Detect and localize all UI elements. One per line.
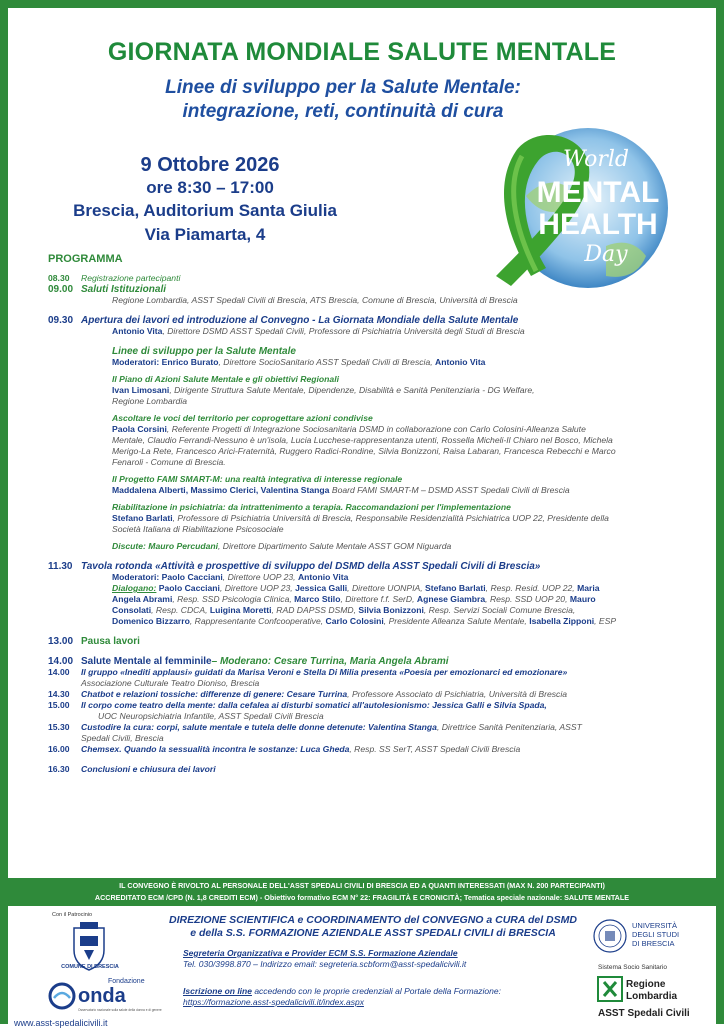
row-sub: Associazione Culturale Teatro Dioniso, Brescia	[81, 678, 260, 688]
website-link[interactable]: www.asst-spedalicivili.it	[14, 1018, 108, 1028]
regione-lombardia-logo	[598, 976, 688, 1002]
logo-word-2: MENTAL	[536, 176, 660, 209]
program-row: 14.00 Salute Mentale al femminile – Moderano: Cesare Turrina, Maria Angela Abrami	[48, 656, 449, 667]
subtitle-line-1: Linee di sviluppo per la Salute Mentale:	[165, 77, 521, 98]
discussant: Discute: Mauro Percudani, Direttore Dipartimento Salute Mentale ASST GOM Niguarda	[112, 541, 452, 551]
row-text: Apertura dei lavori ed introduzione al Convegno - La Giornata Mondiale della Salute Mentale	[81, 315, 519, 326]
secretariat	[183, 948, 583, 970]
talk-speaker-cont: Mentale, Claudio Ferrandi-Nessuno è un'isola, Lucia Lucchese-rappresentanza utenti, Rossella Micheli-Il Chiaro nel Bosco, Michela	[112, 435, 613, 445]
round-table-speakers: Consolati, Resp. CDCA, Luigina Moretti, RAD DAPSS DSMD, Silvia Bonizzoni, Resp. Servizi Sociali Comune Brescia,	[112, 605, 576, 615]
talk-title: Il Piano di Azioni Salute Mentale e gli obiettivi Regionali	[112, 374, 339, 384]
talk-speaker-cont: Fenaroli - Comune di Brescia.	[112, 457, 226, 467]
program-heading: PROGRAMMA	[48, 253, 123, 265]
program-row	[48, 700, 678, 711]
row-sub: UOC Neuropsichiatria Infantile, ASST Spedali Civili Brescia	[98, 711, 324, 721]
row-sub: Spedali Civili, Brescia	[81, 733, 164, 743]
talk-title: Ascoltare le voci del territorio per coprogettare azioni condivise	[112, 413, 373, 423]
onda-wordmark: onda	[78, 985, 126, 1007]
banner-line-2: ACCREDITATO ECM /CPD (N. 1,8 CREDITI ECM) - Obiettivo formativo ECM N° 22: FRAGILITÀ E CRONICITÀ; Tematica speciale nazionale: SALUTE MENTALE	[94, 893, 630, 902]
registration-link[interactable]: https://formazione.asst-spedalicivili.it/index.aspx	[183, 997, 364, 1007]
row-text: Salute Mentale al femminile	[81, 656, 212, 667]
event-date: 9 Ottobre 2026	[140, 154, 280, 176]
row-time: 14.00	[48, 656, 74, 667]
talk-title: Il Progetto FAMI SMART-M: una realtà integrativa di interesse regionale	[112, 474, 403, 484]
row-text: Pausa lavori	[81, 636, 140, 647]
program-row	[48, 764, 678, 775]
row-time: 15.30	[48, 722, 70, 732]
row-text: Conclusioni e chiusura dei lavori	[81, 764, 216, 774]
logo-word-1: World	[563, 147, 629, 172]
talk-title: Riabilitazione in psichiatria: da intrattenimento a terapia. Raccomandazioni per l'implementazione	[112, 502, 511, 512]
subtitle-line-2: integrazione, reti, continuità di cura	[182, 101, 504, 122]
row-time: 13.00	[48, 636, 74, 647]
row-sub: Regione Lombardia, ASST Spedali Civili di Brescia, ATS Brescia, Comune di Brescia, Università di Brescia	[112, 295, 518, 305]
row-text: Il gruppo «Inediti applausi» guidati da Marisa Veroni e Stella Di Milia presenta «Poesia per emozionarci ed emozionare»	[81, 667, 568, 677]
talk-speaker-cont: Merigo-La Rete, Francesco Arici-Fraternità, Ruggero Radici-Rondine, Silvia Bonizzoni, Raisa Labaran, Francesca Rebecchi e Marco	[112, 446, 616, 456]
secretariat-contacts: Tel. 030/3998.870 – Indirizzo email: segreteria.scbform@asst-spedalicivili.it	[183, 959, 467, 969]
row-time: 16.00	[48, 744, 70, 754]
event-time: ore 8:30 – 17:00	[146, 178, 274, 197]
talk-speaker-cont: Società Italiana di Riabilitazione Psicosociale	[112, 524, 284, 534]
row-text: Tavola rotonda «Attività e prospettive di sviluppo del DSMD della ASST Spedali Civili di Brescia»	[81, 561, 541, 572]
program-row	[48, 284, 678, 295]
row-text: Registrazione partecipanti	[81, 273, 181, 283]
row-time: 16.30	[48, 764, 70, 774]
program	[48, 273, 678, 775]
row-sub: Antonio Vita, Direttore DSMD ASST Spedali Civili, Professore di Psichiatria Università degli Studi di Brescia	[112, 326, 525, 336]
talk-speaker: Paola Corsini, Referente Progetti di Integrazione Sociosanitaria DSMD in collaborazione con Carlo Colosini-Alleanza Salute	[112, 424, 586, 434]
round-table-speakers: Angela Abrami, Resp. SSD Psicologia Clinica, Marco Stilo, Direttore f.f. SerD, Agnese Giambra, Resp. SSD UOP 20, Mauro	[112, 594, 596, 604]
row-text: Saluti Istituzionali	[81, 284, 167, 295]
talk-speaker-cont: Regione Lombardia	[112, 396, 188, 406]
direction-line-1: DIREZIONE SCIENTIFICA e COORDINAMENTO del CONVEGNO a CURA del DSMD	[169, 914, 577, 926]
registration-label: Iscrizione on line	[183, 986, 252, 996]
row-text: Il corpo come teatro della mente: dalla cefalea ai disturbi somatici all'autolesionismo: Jessica Galli e Silvia Spada,	[81, 700, 547, 710]
round-table-speakers: Dialogano: Paolo Cacciani, Direttore UOP 23, Jessica Galli, Direttore UONPIA, Stefano Barlati, Resp. Resid. UOP 22, Maria	[112, 583, 600, 593]
regione-line-2: Lombardia	[626, 991, 678, 1002]
row-time: 09.00	[48, 284, 74, 295]
program-row	[48, 561, 678, 572]
round-table-moderators: Moderatori: Paolo Cacciani, Direttore UOP 23, Antonio Vita	[112, 572, 349, 582]
footer	[8, 906, 716, 1032]
round-table-speakers: Domenico Bizzarro, Rappresentante Confcooperative, Carlo Colosini, Presidente Alleanza Salute Mentale, Isabella Zipponi, ESP	[112, 616, 617, 626]
page-title: GIORNATA MONDIALE SALUTE MENTALE	[107, 38, 617, 66]
uni-line-1: UNIVERSITÀ	[632, 921, 678, 930]
onda-foundation-text: Fondazione	[108, 978, 145, 985]
row-time: 09.30	[48, 315, 74, 326]
info-banner	[8, 878, 716, 908]
ssn-label: Sistema Socio Sanitario	[598, 964, 668, 971]
talk-speaker: Maddalena Alberti, Massimo Clerici, Valentina Stanga Board FAMI SMART-M – DSMD ASST Spedali Civili di Brescia	[112, 485, 570, 495]
row-time: 08.30	[48, 273, 70, 283]
universita-brescia-logo	[592, 916, 688, 956]
event-address: Via Piamarta, 4	[144, 225, 266, 244]
scientific-direction	[158, 914, 588, 940]
onda-subtitle: Osservatorio nazionale sulla salute della donna e di genere	[78, 1008, 162, 1012]
logo-word-3: HEALTH	[538, 208, 658, 241]
direction-line-2: e della S.S. FORMAZIONE AZIENDALE ASST SPEDALI CIVILI di BRESCIA	[190, 927, 556, 939]
program-row: 15.30 Custodire la cura: corpi, salute mentale e tutela delle donne detenute: Valentina Stanga, Direttrice Sanità Penitenziaria, ASST	[48, 722, 582, 732]
row-time: 11.30	[48, 561, 73, 572]
program-row: 14.30 Chatbot e relazioni tossiche: differenze di genere: Cesare Turrina, Professore Associato di Psichiatria, Università di Brescia	[48, 689, 568, 699]
uni-line-2: DEGLI STUDI	[632, 930, 680, 939]
row-time: 15.00	[48, 700, 70, 710]
program-row	[48, 315, 678, 326]
talk-speaker: Stefano Barlati, Professore di Psichiatria Università di Brescia, Responsabile Residenzialità Psichiatrica UOP 22, Presidente della	[112, 513, 609, 523]
talk-speaker: Ivan Limosani, Dirigente Struttura Salute Mentale, Dipendenze, Disabilità e Sanità Penitenziaria - DG Welfare,	[112, 385, 535, 395]
banner-line-1: IL CONVEGNO È RIVOLTO AL PERSONALE DELL'ASST SPEDALI CIVILI DI BRESCIA ED A QUANTI INTERESSATI (MAX N. 200 PARTECIPANTI)	[119, 881, 605, 890]
row-time: 14.00	[48, 667, 70, 677]
regione-line-1: Regione	[626, 979, 666, 990]
event-venue: Brescia, Auditorium Santa Giulia	[73, 201, 337, 220]
registration-text: accedendo con le proprie credenziali al Portale della Formazione:	[251, 986, 501, 996]
fondazione-onda-logo	[48, 974, 162, 1014]
registration	[183, 986, 583, 1008]
program-row	[48, 667, 678, 678]
secretariat-title: Segreteria Organizzativa e Provider ECM S.S. Formazione Aziendale	[183, 948, 458, 958]
row-time: 14.30	[48, 689, 70, 699]
session-title: Linee di sviluppo per la Salute Mentale	[112, 346, 296, 357]
program-row: 16.00 Chemsex. Quando la sessualità incontra le sostanze: Luca Gheda, Resp. SS SerT, ASST Spedali Civili Brescia	[48, 744, 521, 754]
world-mental-health-day-logo	[456, 126, 682, 292]
uni-line-3: DI BRESCIA	[632, 939, 675, 948]
comune-label: COMUNE DI BRESCIA	[61, 964, 119, 970]
logo-word-4: Day	[584, 242, 628, 267]
program-row	[48, 636, 678, 647]
patronage-label: Con il Patrocinio	[52, 912, 93, 918]
subtitle	[128, 76, 558, 124]
session-moderators: Moderatori: Enrico Burato, Direttore SocioSanitario ASST Spedali Civili di Brescia, Antonio Vita	[112, 357, 486, 367]
program-row	[48, 273, 678, 284]
asst-label: ASST Spedali Civili	[598, 1008, 690, 1019]
